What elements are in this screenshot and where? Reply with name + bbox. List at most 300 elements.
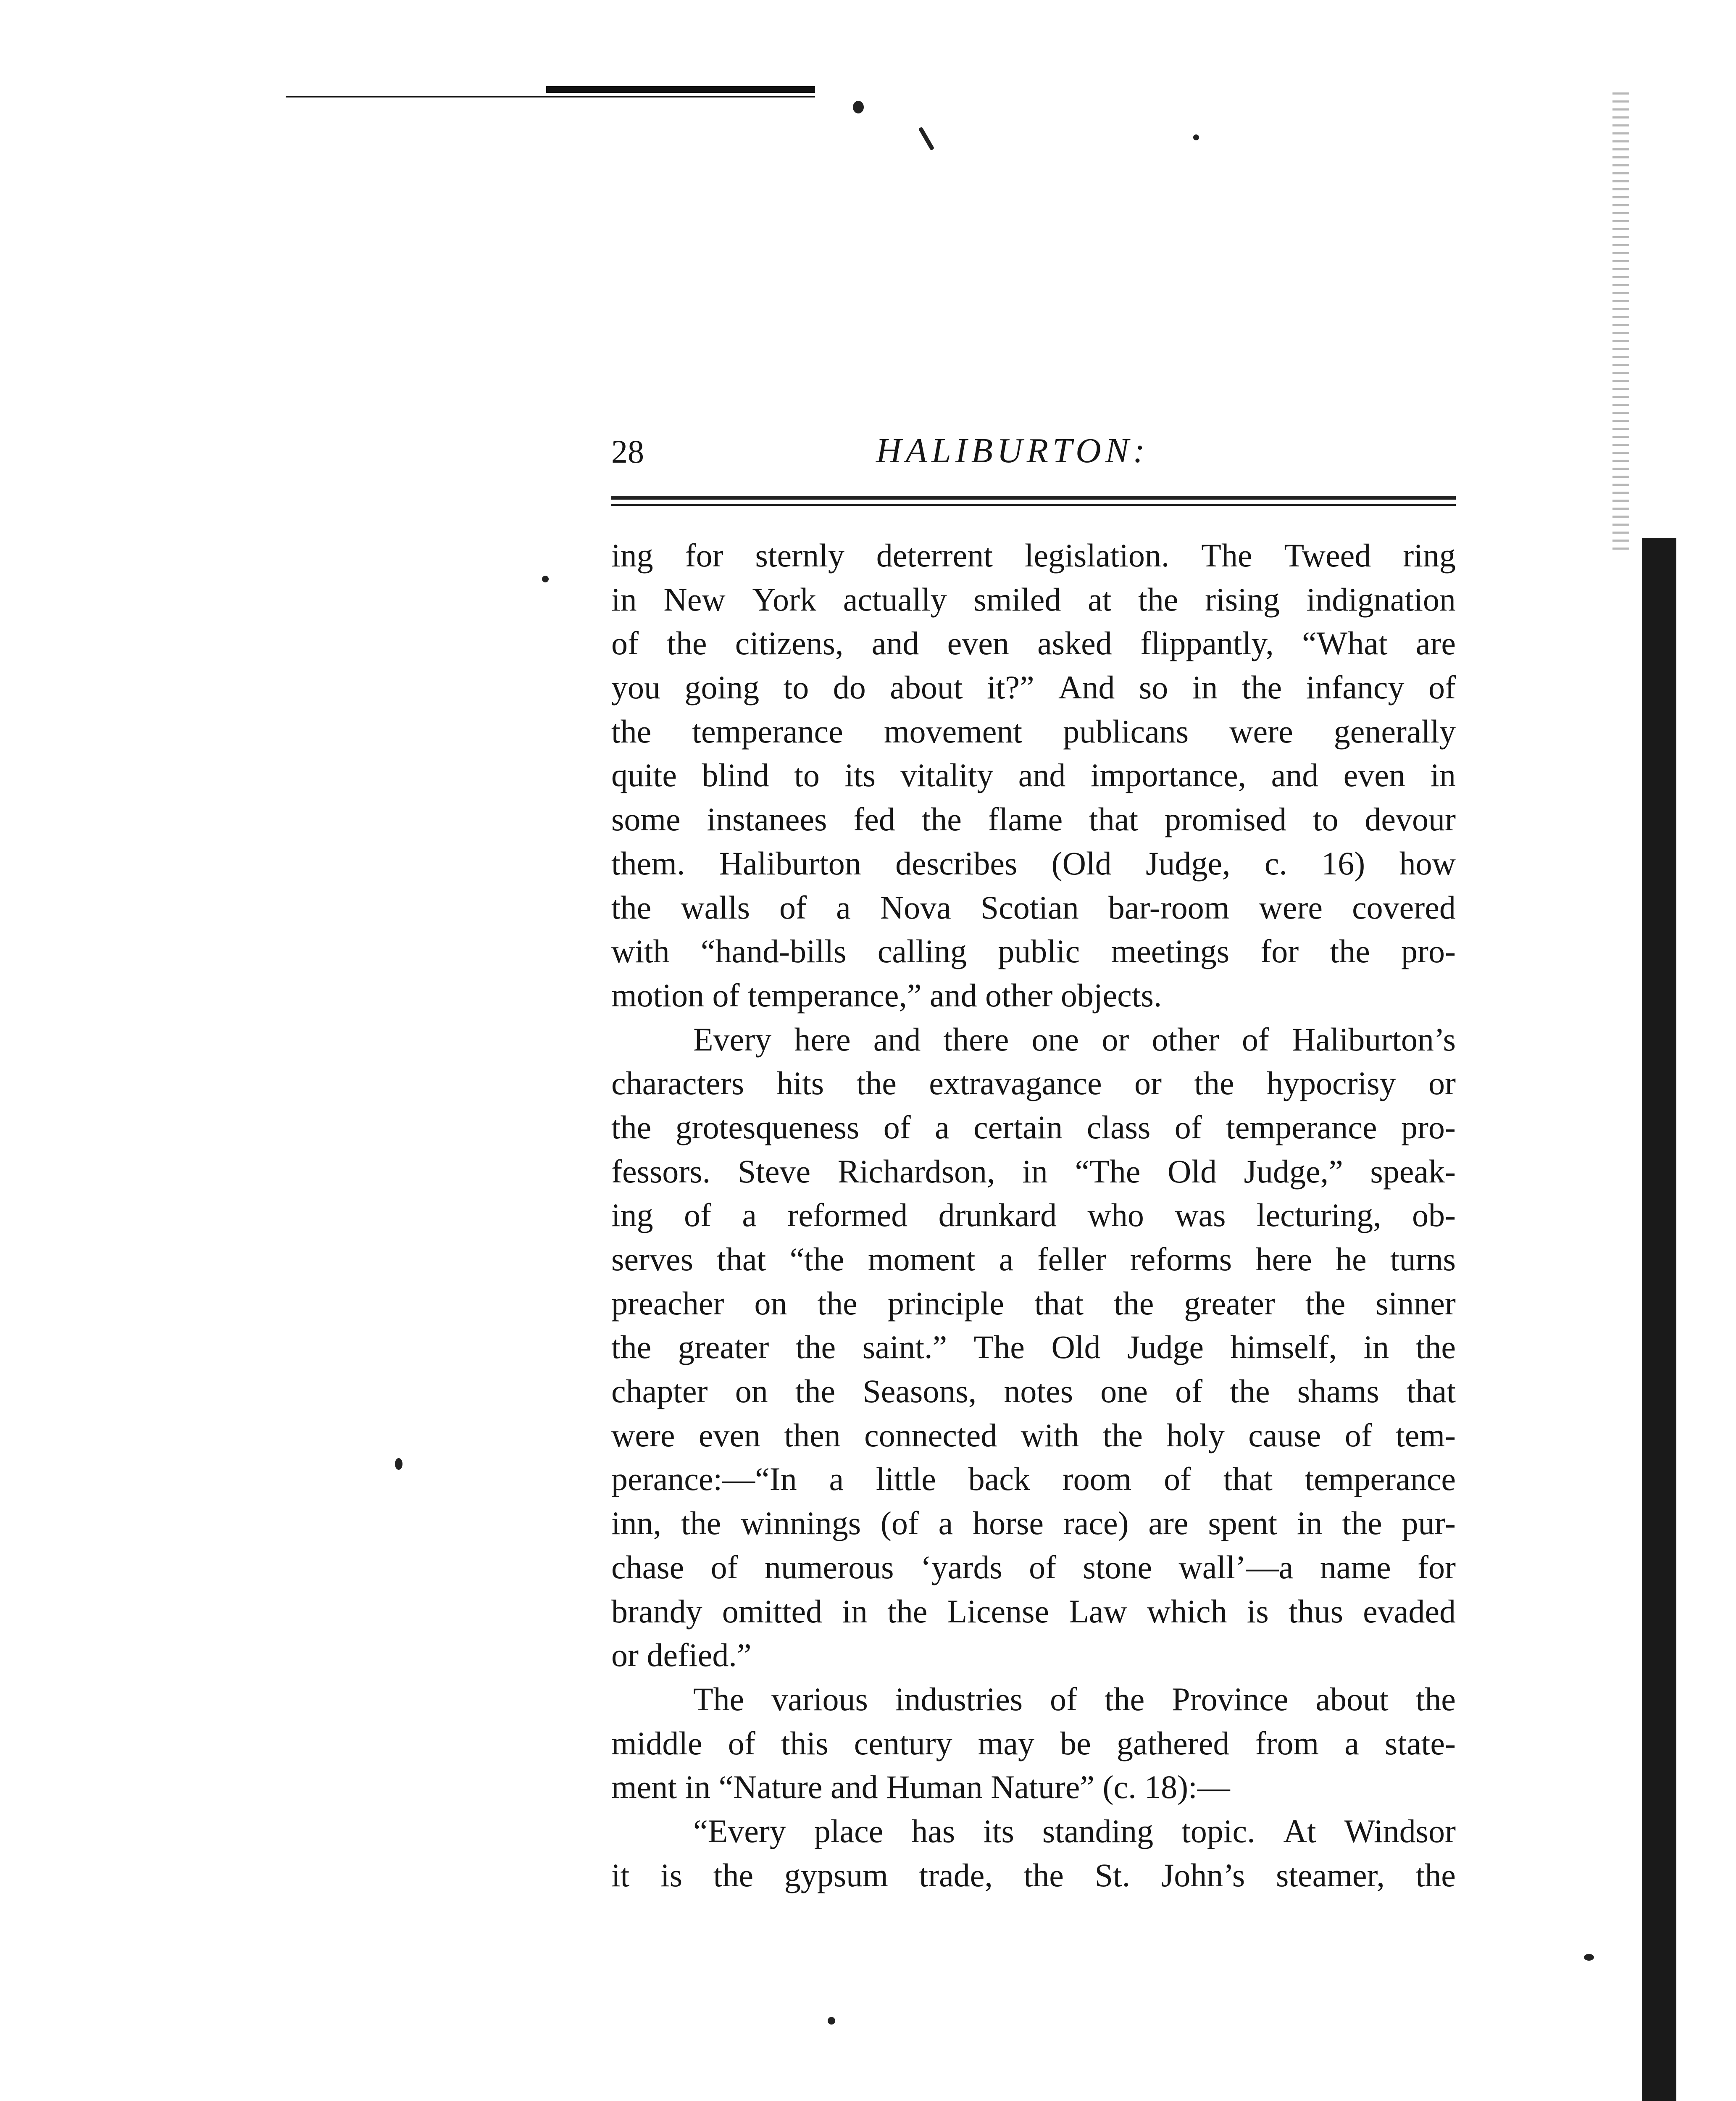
word: “the (789, 1241, 844, 1277)
word: here (794, 1021, 851, 1058)
text-line (611, 1325, 1456, 1369)
word: principle (887, 1285, 1005, 1322)
word: blind (702, 757, 769, 794)
word: License (947, 1593, 1049, 1630)
word: even (947, 625, 1009, 662)
word: covered (1352, 889, 1456, 926)
word: Windsor (1344, 1812, 1456, 1849)
word: of (1175, 1373, 1203, 1410)
scan-speck (918, 127, 935, 151)
word: York (752, 581, 816, 618)
word: has (911, 1812, 955, 1849)
text-line-content: or defied.” (611, 1637, 752, 1674)
word: the (713, 1856, 754, 1893)
scan-top-rule (546, 86, 815, 93)
word: St. (1094, 1856, 1131, 1893)
word: of (684, 1197, 712, 1234)
word: the (1242, 669, 1282, 706)
text-line (611, 1809, 1456, 1854)
word: the (1342, 1505, 1382, 1542)
word: generally (1334, 713, 1456, 750)
word: of (1344, 1416, 1372, 1453)
text-line (611, 842, 1456, 886)
word: that (1034, 1285, 1084, 1322)
word: it (611, 1856, 630, 1893)
word: Province (1172, 1680, 1289, 1717)
word: deterrent (876, 537, 993, 574)
word: movement (884, 713, 1023, 750)
word: the (611, 1329, 652, 1366)
text-line (611, 1282, 1456, 1326)
word: race) (1063, 1505, 1129, 1542)
word: moment (868, 1241, 976, 1277)
word: on (735, 1373, 768, 1410)
word: the (611, 1108, 652, 1145)
word: were (1259, 889, 1323, 926)
body-text (611, 534, 1456, 1897)
word: the (856, 1065, 897, 1102)
text-line (611, 974, 1456, 1018)
word: were (611, 1416, 675, 1453)
word: horse (973, 1505, 1044, 1542)
text-line (611, 1677, 1456, 1722)
word: and (1018, 757, 1066, 794)
word: century (854, 1725, 952, 1761)
word: in (1022, 1153, 1048, 1190)
word: Haliburton’s (1291, 1021, 1456, 1058)
text-line (611, 929, 1456, 974)
word: greater (678, 1329, 769, 1366)
word: grotesqueness (675, 1108, 860, 1145)
word: characters (611, 1065, 744, 1102)
page-number: 28 (611, 433, 644, 470)
word: the (681, 1505, 721, 1542)
word: temperance (692, 713, 843, 750)
word: the (667, 625, 707, 662)
word: sinner (1376, 1285, 1456, 1322)
text-line (611, 534, 1456, 578)
word: The (973, 1329, 1025, 1366)
scan-right-edge-shadow (1612, 92, 1629, 555)
word: feller (1037, 1241, 1107, 1277)
word: Every (693, 1021, 772, 1058)
text-line (611, 1061, 1456, 1106)
word: who (1087, 1197, 1144, 1234)
word: of (728, 1725, 755, 1761)
word: topic. (1181, 1812, 1255, 1849)
word: temperance (1305, 1461, 1456, 1498)
text-line (611, 1237, 1456, 1282)
word: cause (1248, 1416, 1321, 1453)
word: that (1223, 1461, 1273, 1498)
word: some (611, 801, 681, 838)
word: so (1139, 669, 1168, 706)
word: a (999, 1241, 1014, 1277)
word: New (663, 581, 726, 618)
word: greater (1184, 1285, 1275, 1322)
word: the (1230, 1373, 1270, 1410)
word: shams (1297, 1373, 1379, 1410)
word: flippantly, (1140, 625, 1274, 662)
word: of (611, 625, 639, 662)
word: a (935, 1108, 950, 1145)
word: name (1320, 1548, 1391, 1585)
word: steamer, (1276, 1856, 1385, 1893)
word: vitality (900, 757, 994, 794)
text-line (611, 666, 1456, 710)
word: for (1260, 933, 1299, 970)
word: preacher (611, 1285, 724, 1322)
word: describes (895, 845, 1018, 882)
word: about (1315, 1680, 1389, 1717)
word: and (873, 1021, 921, 1058)
scan-speck (853, 101, 864, 113)
word: even (698, 1416, 761, 1453)
word: the (1305, 1285, 1346, 1322)
scan-speck (1584, 1954, 1594, 1961)
word: flame (988, 801, 1063, 838)
word: holy (1166, 1416, 1225, 1453)
word: Haliburton (719, 845, 861, 882)
word: the (1330, 933, 1370, 970)
word: instanees (707, 801, 827, 838)
word: spent (1208, 1505, 1278, 1542)
word: walls (681, 889, 750, 926)
scan-right-edge-bar (1642, 538, 1676, 2101)
word: a (1344, 1725, 1359, 1761)
text-line (611, 1722, 1456, 1766)
word: calling (877, 933, 967, 970)
word: certain (973, 1108, 1063, 1145)
word: or (1102, 1021, 1129, 1058)
word: publicans (1063, 713, 1189, 750)
word: the (795, 1373, 836, 1410)
word: is (660, 1856, 683, 1893)
word: class (1086, 1108, 1151, 1145)
word: are (1415, 625, 1456, 662)
scan-speck (1193, 134, 1199, 140)
word: quite (611, 757, 677, 794)
text-line (611, 1457, 1456, 1501)
word: in (1430, 757, 1456, 794)
word: was (1175, 1197, 1226, 1234)
word: the (611, 713, 652, 750)
word: ing (611, 537, 653, 574)
word: for (1417, 1548, 1456, 1585)
word: middle (611, 1725, 702, 1761)
word: winnings (741, 1505, 861, 1542)
word: numerous (764, 1548, 894, 1585)
word: “Every (693, 1812, 786, 1849)
word: connected (864, 1416, 997, 1453)
scan-speck (542, 576, 549, 582)
word: Steve (737, 1153, 811, 1190)
word: to (783, 669, 809, 706)
word: of (710, 1548, 738, 1585)
word: the (1415, 1680, 1456, 1717)
word: ring (1403, 537, 1456, 574)
word: gypsum (784, 1856, 888, 1893)
word: is (1247, 1593, 1269, 1630)
word: how (1399, 845, 1456, 882)
word: wall’—a (1178, 1548, 1294, 1585)
word: back (968, 1461, 1030, 1498)
word: Law (1069, 1593, 1127, 1630)
word: turns (1390, 1241, 1456, 1277)
word: a (836, 889, 851, 926)
word: and (871, 625, 919, 662)
word: ‘yards (920, 1548, 1002, 1585)
word: pur- (1402, 1505, 1456, 1542)
word: Judge (1127, 1329, 1204, 1366)
word: from (1255, 1725, 1319, 1761)
word: a (938, 1505, 953, 1542)
text-line (611, 1369, 1456, 1414)
word: place (814, 1812, 884, 1849)
word: the (1415, 1329, 1456, 1366)
word: promised (1164, 801, 1287, 838)
word: and (1271, 757, 1319, 794)
word: At (1283, 1812, 1316, 1849)
word: indignation (1306, 581, 1456, 618)
word: room (1062, 1461, 1132, 1498)
word: the (1194, 1065, 1234, 1102)
word: legislation. (1024, 537, 1170, 574)
word: going (684, 669, 760, 706)
word: of (1174, 1108, 1202, 1145)
word: that (1406, 1373, 1456, 1410)
word: a (829, 1461, 844, 1498)
word: Tweed (1284, 537, 1371, 574)
word: or (1428, 1065, 1456, 1102)
word: And (1058, 669, 1115, 706)
word: about (890, 669, 963, 706)
word: infancy (1306, 669, 1405, 706)
word: tem- (1396, 1416, 1456, 1453)
word: evaded (1363, 1593, 1456, 1630)
word: state- (1385, 1725, 1456, 1761)
word: meetings (1111, 933, 1230, 970)
word: serves (611, 1241, 693, 1277)
word: asked (1037, 625, 1112, 662)
word: Seasons, (863, 1373, 977, 1410)
word: the (1023, 1856, 1064, 1893)
word: c. (1264, 845, 1287, 882)
word: the (817, 1285, 857, 1322)
word: of (1164, 1461, 1192, 1498)
text-line (611, 1106, 1456, 1150)
text-line (611, 578, 1456, 622)
word: with (1021, 1416, 1079, 1453)
word: The (1201, 537, 1252, 574)
word: you (611, 669, 660, 706)
word: temperance (1226, 1108, 1377, 1145)
word: at (1088, 581, 1112, 618)
word: in (1363, 1329, 1389, 1366)
word: of (1428, 669, 1456, 706)
word: do (833, 669, 866, 706)
word: the (795, 1329, 836, 1366)
word: one (1100, 1373, 1148, 1410)
word: the (1415, 1856, 1456, 1893)
running-title: HALIBURTON: (876, 431, 1149, 470)
text-line-content: ment in “Nature and Human Nature” (c. 18):— (611, 1769, 1230, 1806)
word: notes (1004, 1373, 1073, 1410)
word: omitted (722, 1593, 823, 1630)
word: the (1104, 1680, 1145, 1717)
word: John’s (1161, 1856, 1245, 1893)
word: he (1336, 1241, 1367, 1277)
word: in (1192, 669, 1218, 706)
word: even (1343, 757, 1405, 794)
word: to (1313, 801, 1339, 838)
word: of (1029, 1548, 1057, 1585)
text-line (611, 1854, 1456, 1898)
header-rule (611, 496, 1456, 500)
word: himself, (1230, 1329, 1337, 1366)
word: bar-room (1108, 889, 1230, 926)
word: inn, (611, 1505, 662, 1542)
text-line (611, 1545, 1456, 1590)
word: there (943, 1021, 1009, 1058)
word: are (1148, 1505, 1189, 1542)
word: it?” (986, 669, 1034, 706)
word: pro- (1401, 933, 1456, 970)
text-line (611, 1150, 1456, 1194)
text-line (611, 1414, 1456, 1458)
word: which (1147, 1593, 1227, 1630)
word: (Old (1051, 845, 1112, 882)
word: of (779, 889, 807, 926)
text-line (611, 621, 1456, 666)
word: brandy (611, 1593, 702, 1630)
word: Richardson, (837, 1153, 995, 1190)
word: the (921, 801, 962, 838)
word: citizens, (735, 625, 844, 662)
word: with (611, 933, 670, 970)
word: a (742, 1197, 757, 1234)
word: this (781, 1725, 829, 1761)
word: reforms (1130, 1241, 1232, 1277)
word: Old (1051, 1329, 1101, 1366)
word: that (1089, 801, 1138, 838)
text-line (611, 798, 1456, 842)
word: various (771, 1680, 868, 1717)
word: its (844, 757, 876, 794)
word: may (978, 1725, 1035, 1761)
text-line (611, 1193, 1456, 1237)
word: industries (895, 1680, 1023, 1717)
word: saint.” (862, 1329, 947, 1366)
word: Judge,” (1244, 1153, 1343, 1190)
word: “What (1302, 625, 1388, 662)
word: then (784, 1416, 841, 1453)
word: to (794, 757, 820, 794)
word: ing (611, 1197, 653, 1234)
word: standing (1042, 1812, 1154, 1849)
word: the (1114, 1285, 1154, 1322)
scan-speck (395, 1458, 402, 1470)
word: lecturing, (1256, 1197, 1381, 1234)
word: in (842, 1593, 868, 1630)
word: public (998, 933, 1080, 970)
word: Scotian (980, 889, 1079, 926)
word: pro- (1401, 1108, 1456, 1145)
word: 16) (1321, 845, 1365, 882)
word: smiled (973, 581, 1061, 618)
word: reformed (787, 1197, 908, 1234)
word: devour (1365, 801, 1456, 838)
word: sternly (755, 537, 844, 574)
word: be (1060, 1725, 1091, 1761)
word: of (1242, 1021, 1269, 1058)
text-line (611, 1765, 1456, 1809)
word: the (611, 889, 652, 926)
word: extravagance (929, 1065, 1102, 1102)
text-line (611, 1590, 1456, 1634)
text-line (611, 1018, 1456, 1062)
word: the (887, 1593, 928, 1630)
word: Nova (880, 889, 951, 926)
word: other (1152, 1021, 1219, 1058)
word: The (693, 1680, 744, 1717)
word: chapter (611, 1373, 708, 1410)
word: were (1229, 713, 1293, 750)
word: fessors. (611, 1153, 711, 1190)
word: perance:—“In (611, 1461, 797, 1498)
word: or (1134, 1065, 1162, 1102)
text-line (611, 753, 1456, 798)
word: thus (1288, 1593, 1343, 1630)
word: Old (1167, 1153, 1217, 1190)
word: its (983, 1812, 1014, 1849)
word: actually (843, 581, 947, 618)
word: for (685, 537, 723, 574)
word: hypocrisy (1266, 1065, 1396, 1102)
word: “The (1075, 1153, 1141, 1190)
text-line (611, 886, 1456, 930)
word: “hand-bills (700, 933, 847, 970)
word: fed (853, 801, 895, 838)
word: the (1138, 581, 1178, 618)
page-header (611, 424, 1456, 492)
word: ob- (1412, 1197, 1456, 1234)
word: stone (1083, 1548, 1152, 1585)
word: them. (611, 845, 685, 882)
word: drunkard (938, 1197, 1057, 1234)
word: Judge, (1145, 845, 1231, 882)
word: of (883, 1108, 911, 1145)
word: hits (776, 1065, 824, 1102)
word: (of (880, 1505, 919, 1542)
text-line (611, 1633, 1456, 1677)
word: chase (611, 1548, 684, 1585)
word: on (754, 1285, 787, 1322)
scan-top-rule-thin (286, 96, 815, 97)
word: little (876, 1461, 936, 1498)
header-rule-thin (611, 504, 1456, 506)
word: that (717, 1241, 766, 1277)
word: rising (1205, 581, 1280, 618)
word: gathered (1116, 1725, 1230, 1761)
word: here (1255, 1241, 1312, 1277)
text-line (611, 710, 1456, 754)
word: trade, (919, 1856, 993, 1893)
word: speak- (1370, 1153, 1456, 1190)
word: in (611, 581, 637, 618)
word: importance, (1090, 757, 1247, 794)
scan-speck (828, 2017, 835, 2025)
